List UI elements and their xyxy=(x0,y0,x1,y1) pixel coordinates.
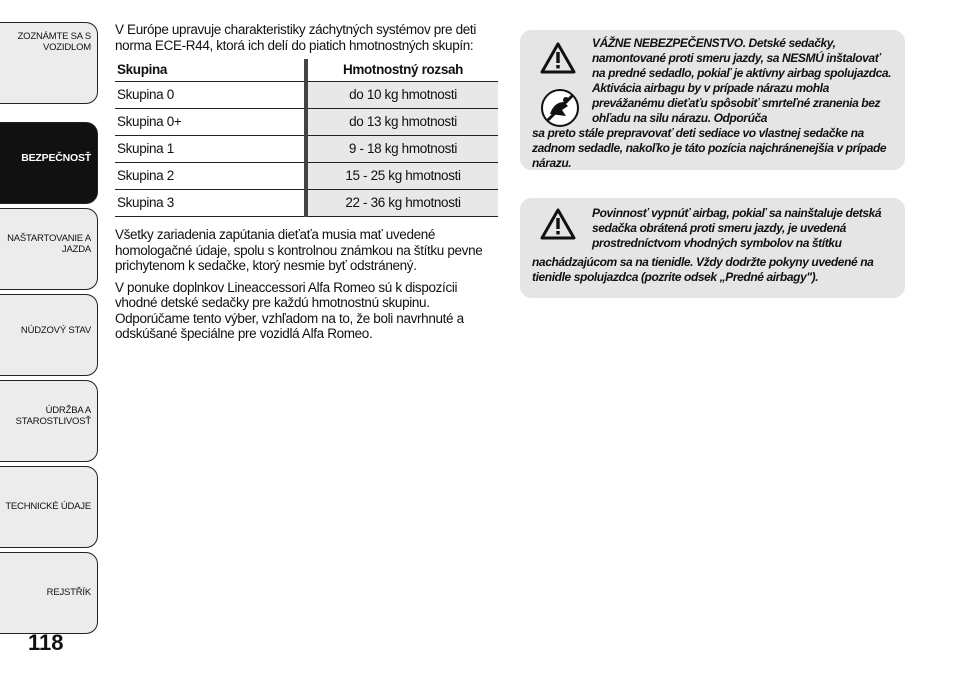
table-row xyxy=(115,136,498,163)
no-rear-facing-seat-icon xyxy=(540,88,580,128)
weight-cell: do 13 kg hmotnosti xyxy=(306,109,498,136)
tab-starting-driving[interactable] xyxy=(0,208,98,290)
tab-label: JAZDA xyxy=(61,244,91,255)
accessories-paragraph: V ponuke doplnkov Lineaccessori Alfa Romeo sú k dispozícii vhodné detské sedačky pre každú hmotnostnú skupinu. Odporúčame tento výber, vzhľadom na to, že boli navrhnuté a odskúšané špeciálne pre vozidlá Alfa Romeo. xyxy=(115,279,464,341)
warning-triangle-icon xyxy=(540,42,576,74)
weight-cell: 22 - 36 kg hmotnosti xyxy=(306,190,498,217)
group-cell: Skupina 3 xyxy=(115,190,306,217)
tab-emergency[interactable] xyxy=(0,294,98,376)
danger-warning-box xyxy=(520,30,905,170)
intro-paragraph: V Európe upravuje charakteristiky záchytných systémov pre deti norma ECE-R44, ktorá ich delí do piatich hmotnostných skupín: xyxy=(115,22,476,53)
header-weight: Hmotnostný rozsah xyxy=(306,59,498,82)
weight-cell: 15 - 25 kg hmotnosti xyxy=(306,163,498,190)
group-cell: Skupina 0 xyxy=(115,82,306,109)
tab-index[interactable] xyxy=(0,552,98,634)
weight-cell: 9 - 18 kg hmotnosti xyxy=(306,136,498,163)
header-group: Skupina xyxy=(115,59,306,82)
tab-label: ZOZNÁMTE SA S xyxy=(17,31,91,42)
tab-label: ÚDRŽBA A xyxy=(45,405,91,416)
homologation-paragraph: Všetky zariadenia zapútania dieťaťa musia mať uvedené homologačné údaje, spolu s kontrolnou známkou na štítku pevne prichytenom k sedačke, ktorý nesmie byť odstránený. xyxy=(115,227,483,273)
tab-safety[interactable] xyxy=(0,122,98,204)
tab-label: REJSTŘÍK xyxy=(46,587,91,598)
group-cell: Skupina 0+ xyxy=(115,109,306,136)
warning-2-text: Povinnosť vypnúť airbag, pokiaľ sa nainštaluje detská sedačka obrátená proti smeru jazdy, je uvedená prostredníctvom vhodných symbolov na štítku xyxy=(592,206,882,250)
table-header-row xyxy=(115,59,498,82)
table-row xyxy=(115,109,498,136)
tab-label: NÚDZOVÝ STAV xyxy=(20,325,91,336)
airbag-warning-box xyxy=(520,198,905,298)
warning-2-text-continued: nachádzajúcom sa na tienidle. Vždy dodržte pokyny uvedené na tienidle spolujazdca (pozrite odsek „Predné airbagy"). xyxy=(532,255,874,284)
tab-label: TECHNICKÉ ÚDAJE xyxy=(5,501,91,512)
weight-group-table xyxy=(115,59,498,217)
tab-technical-data[interactable] xyxy=(0,466,98,548)
table-row xyxy=(115,163,498,190)
table-row xyxy=(115,82,498,109)
tab-label: VOZIDLOM xyxy=(42,42,91,53)
tab-maintenance[interactable] xyxy=(0,380,98,462)
group-cell: Skupina 1 xyxy=(115,136,306,163)
main-text-column xyxy=(115,22,498,348)
page-number: 118 xyxy=(28,630,64,655)
tab-label: BEZPEČNOSŤ xyxy=(21,152,91,164)
weight-cell: do 10 kg hmotnosti xyxy=(306,82,498,109)
tab-vehicle-intro[interactable] xyxy=(0,22,98,104)
tab-label: STAROSTLIVOSŤ xyxy=(15,416,91,427)
warning-1-text-continued: sa preto stále prepravovať deti sediace vo vlastnej sedačke na zadnom sedadle, nakoľko je táto pozícia najchránenejšia v prípade nárazu. xyxy=(532,126,887,170)
group-cell: Skupina 2 xyxy=(115,163,306,190)
tab-label: NAŠTARTOVANIE A xyxy=(7,233,91,244)
warning-triangle-icon xyxy=(540,208,576,240)
table-row xyxy=(115,190,498,217)
warning-1-text: VÁŽNE NEBEZPEČENSTVO. Detské sedačky, namontované proti smeru jazdy, sa NESMÚ inštalovať na predné sedadlo, pokiaľ je aktívny airbag spolujazdca. Aktivácia airbagu by v prípade nárazu mohla prevážanému dieťaťu spôsobiť smrteľné zranenia bez ohľadu na silu nárazu. Odporúča xyxy=(592,36,892,125)
